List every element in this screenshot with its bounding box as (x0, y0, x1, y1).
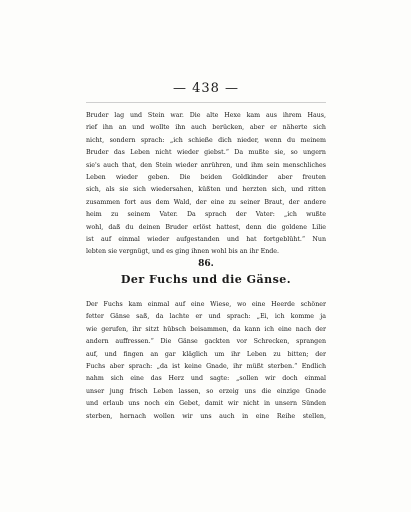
text-line: wohl, daß du deinen Bruder erlöst hattest, denn die goldene Lilie (86, 223, 326, 231)
text-line: Bruder das Leben nicht wieder giebst.“ Da mußte sie, so ungern (86, 149, 326, 157)
text-line: ist auf einmal wieder aufgestanden und hat fortgeblüht.“ Nun (86, 236, 326, 244)
text-line: nicht, sondern sprach: „ich schieße dich nieder, wenn du meinem (86, 136, 326, 144)
text-line: und erlaub uns noch ein Gebet, damit wir nicht in unsern Sünden (86, 400, 326, 408)
story-title: Der Fuchs und die Gänse. (120, 273, 292, 286)
paragraph-continuation (86, 110, 326, 259)
text-line: fetter Gänse saß, da lachte er und sprach: „Ei, ich komme ja (86, 313, 326, 321)
text-line: auf, und fingen an gar kläglich um ihr Leben zu bitten; der (86, 350, 326, 358)
text-line: lebten sie vergnügt, und es ging ihnen wohl bis an ihr Ende. (86, 248, 280, 256)
text-line: rief ihn an und wollte ihn auch berücken, aber er näherte sich (86, 124, 326, 132)
text-line: sich, als sie sich wiedersahen, küßten und herzten sich, und ritten (86, 186, 326, 194)
text-line: Leben wieder geben. Die beiden Goldkinder aber freuten (86, 174, 326, 182)
page-number: — 438 — (172, 81, 240, 96)
text-line: andern auffressen.“ Die Gänse gackten vor Schrecken, sprangen (86, 338, 326, 346)
text-line: sie's auch that, den Stein wieder anrühren, und ihm sein menschliches (86, 161, 326, 169)
text-line: Der Fuchs kam einmal auf eine Wiese, wo eine Heerde schöner (86, 301, 326, 308)
text-line: Bruder lag und Stein war. Die alte Hexe kam aus ihrem Haus, (86, 112, 326, 119)
text-line: unser jung frisch Leben lassen, so erzeig uns die einzige Gnade (86, 387, 326, 395)
text-line: nahm sich eine das Herz und sagte: „sollen wir doch einmal (86, 375, 326, 383)
text-line: Fuchs aber sprach: „da ist keine Gnade, ihr müßt sterben.“ Endlich (86, 363, 326, 371)
text-line: heim zu seinem Vater. Da sprach der Vater: „ich wußte (86, 211, 326, 219)
header-rule (86, 102, 326, 103)
paragraph-story (86, 299, 326, 423)
text-line: sterben, hernach wollen wir uns auch in eine Reihe stellen, (86, 412, 326, 420)
text-line: zusammen fort aus dem Wald, der eine zu seiner Braut, der andere (86, 198, 326, 206)
story-number: 86. (198, 259, 214, 269)
text-line: wie gerufen, ihr sitzt hübsch beisammen, da kann ich eine nach der (86, 325, 326, 333)
